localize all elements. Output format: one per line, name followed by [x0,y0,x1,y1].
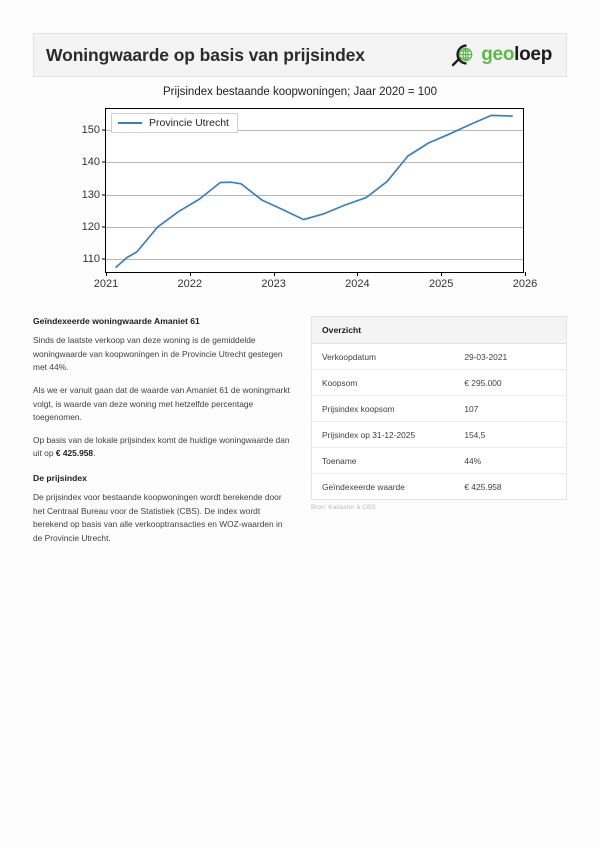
x-tick-mark [106,272,107,276]
table-row [312,474,567,500]
table-row [312,344,567,370]
logo-text-geo: geo [481,44,515,65]
overview-table [311,316,567,500]
table-cell-value: 154,5 [454,422,566,448]
x-tick-mark [357,272,358,276]
table-cell-value: 29-03-2021 [454,344,566,370]
x-tick-label: 2026 [512,278,538,290]
legend-color-swatch [118,122,142,124]
geoloep-logo [450,42,552,68]
logo-wordmark [481,44,552,66]
y-tick-label: 120 [81,221,100,234]
table-cell-label: Koopsom [312,370,455,396]
chart-series-layer [106,109,523,272]
paragraph-cbs-explanation: De prijsindex voor bestaande koopwoningen wordt berekende door het Centraal Bureau voor de Statistiek (CBS). De index wordt berekend op basis van alle verkooptransacties en WOZ-waarden in de Provincie Utrecht. [33,492,283,544]
table-row [312,422,567,448]
page-header [33,33,567,77]
x-tick-label: 2022 [177,278,203,290]
source-note: Bron: Kadaster & CBS [311,504,376,511]
table-cell-label: Verkoopdatum [312,344,455,370]
page-title: Woningwaarde op basis van prijsindex [46,44,365,65]
x-tick-label: 2021 [93,278,119,290]
table-cell-label: Toename [312,448,455,474]
x-tick-mark [190,272,191,276]
table-row [312,396,567,422]
x-tick-mark [274,272,275,276]
x-tick-label: 2024 [345,278,370,290]
chart-title: Prijsindex bestaande koopwoningen; Jaar 2020 = 100 [163,86,437,98]
x-tick-mark [525,272,526,276]
x-tick-mark [441,272,442,276]
overview-table-title: Overzicht [312,317,567,344]
table-cell-label: Prijsindex op 31-12-2025 [312,422,455,448]
chart-legend [111,113,238,133]
paragraph-current-value [33,434,291,461]
paragraph-current-value-prefix: Op basis van de lokale prijsindex komt de huidige woningwaarde dan uit op [33,434,290,459]
table-cell-label: Geïndexeerde waarde [322,481,405,492]
section-heading-price-index: De prijsindex [33,473,87,484]
paragraph-average-increase: Sinds de laatste verkoop van deze woning is de gemiddelde woningwaarde van koopwoningen in de Provincie Utrecht gestegen met 44%. [33,335,283,373]
overview-table-head [312,317,567,344]
table-cell-value: € 295.000 [454,370,566,396]
y-tick-label: 110 [82,253,100,266]
y-tick-label: 130 [81,188,100,201]
logo-text-loep: loep [514,44,552,65]
table-header-row [312,317,567,344]
overview-column [311,316,567,511]
paragraph-market-assumption: Als we er vanuit gaan dat de waarde van Amaniet 61 de woningmarkt volgt, is waarde van deze woning met hetzelfde percentage toegenomen. [33,385,290,423]
overview-table-body [312,344,567,500]
x-tick-label: 2023 [261,278,286,290]
chart-plot-area [81,108,538,290]
legend-label: Provincie Utrecht [149,117,229,129]
table-cell-value: € 425.958 [464,481,502,492]
section-heading-indexed-value: Geïndexeerde woningwaarde Amaniet 61 [33,316,200,326]
explanation-column [33,316,291,555]
table-row [312,370,567,396]
table-row [312,448,567,474]
x-tick-label: 2025 [428,278,454,290]
magnifier-globe-icon [450,42,476,68]
price-index-chart [30,86,570,301]
y-tick-label: 140 [81,156,100,169]
table-cell-label: Prijsindex koopsom [312,396,455,422]
series-provincie-utrecht [116,115,512,267]
table-cell-value: 44% [454,448,566,474]
y-tick-label: 150 [81,124,100,137]
current-value-amount: € 425.958 [55,448,94,459]
paragraph-current-value-suffix: . [93,448,96,459]
table-cell-value: 107 [454,396,566,422]
